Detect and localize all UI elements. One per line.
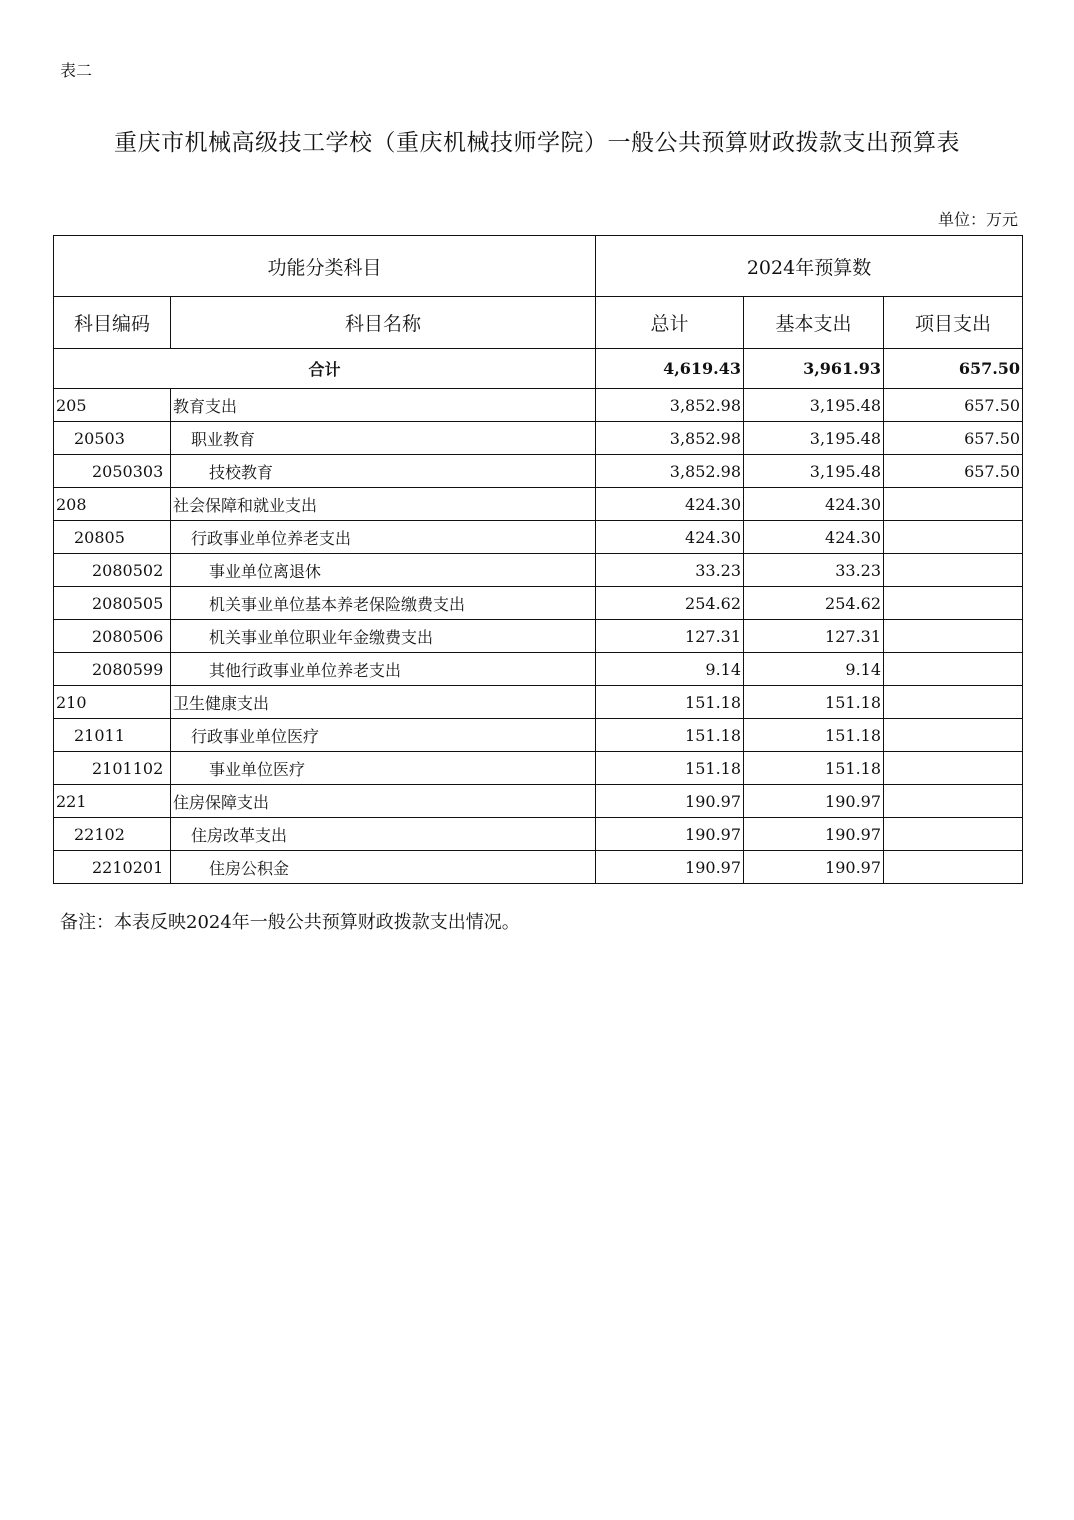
project-cell: 657.50 xyxy=(884,422,1023,455)
name-cell: 住房保障支出 xyxy=(171,785,596,818)
table-row xyxy=(54,785,1023,818)
table-row xyxy=(54,653,1023,686)
project-cell xyxy=(884,785,1023,818)
total-project: 657.50 xyxy=(884,349,1023,389)
name-cell: 事业单位离退休 xyxy=(171,554,596,587)
basic-cell: 33.23 xyxy=(744,554,884,587)
total-cell: 424.30 xyxy=(596,488,744,521)
header-budget-year: 2024年预算数 xyxy=(596,236,1023,297)
code-cell: 2080506 xyxy=(54,620,171,653)
total-cell: 151.18 xyxy=(596,752,744,785)
code-cell: 20503 xyxy=(54,422,171,455)
total-cell: 3,852.98 xyxy=(596,455,744,488)
total-cell: 424.30 xyxy=(596,521,744,554)
project-cell xyxy=(884,620,1023,653)
project-cell xyxy=(884,653,1023,686)
table-row xyxy=(54,620,1023,653)
name-cell: 机关事业单位职业年金缴费支出 xyxy=(171,620,596,653)
total-cell: 3,852.98 xyxy=(596,389,744,422)
header-project: 项目支出 xyxy=(884,297,1023,349)
table-row xyxy=(54,851,1023,884)
project-cell xyxy=(884,818,1023,851)
name-cell: 住房公积金 xyxy=(171,851,596,884)
page-title: 重庆市机械高级技工学校（重庆机械技师学院）一般公共预算财政拨款支出预算表 xyxy=(114,130,960,156)
name-cell: 技校教育 xyxy=(171,455,596,488)
name-cell: 职业教育 xyxy=(171,422,596,455)
total-basic: 3,961.93 xyxy=(744,349,884,389)
header-basic: 基本支出 xyxy=(744,297,884,349)
code-cell: 2101102 xyxy=(54,752,171,785)
code-cell: 205 xyxy=(54,389,171,422)
name-cell: 教育支出 xyxy=(171,389,596,422)
table-row xyxy=(54,752,1023,785)
total-cell: 151.18 xyxy=(596,686,744,719)
name-cell: 事业单位医疗 xyxy=(171,752,596,785)
basic-cell: 3,195.48 xyxy=(744,389,884,422)
total-cell: 254.62 xyxy=(596,587,744,620)
code-cell: 210 xyxy=(54,686,171,719)
total-label: 合计 xyxy=(54,349,596,389)
code-cell: 20805 xyxy=(54,521,171,554)
code-cell: 22102 xyxy=(54,818,171,851)
total-cell: 9.14 xyxy=(596,653,744,686)
table-row xyxy=(54,521,1023,554)
table-row xyxy=(54,818,1023,851)
unit-label: 单位：万元 xyxy=(937,210,1018,229)
total-cell: 190.97 xyxy=(596,785,744,818)
basic-cell: 190.97 xyxy=(744,818,884,851)
code-cell: 21011 xyxy=(54,719,171,752)
code-cell: 2080599 xyxy=(54,653,171,686)
total-row xyxy=(54,349,1023,389)
budget-table xyxy=(53,235,1023,884)
project-cell xyxy=(884,587,1023,620)
table-row xyxy=(54,587,1023,620)
header-name: 科目名称 xyxy=(171,297,596,349)
table-row xyxy=(54,422,1023,455)
basic-cell: 254.62 xyxy=(744,587,884,620)
table-row xyxy=(54,554,1023,587)
name-cell: 行政事业单位医疗 xyxy=(171,719,596,752)
table-row xyxy=(54,389,1023,422)
total-cell: 190.97 xyxy=(596,851,744,884)
project-cell xyxy=(884,752,1023,785)
total-cell: 3,852.98 xyxy=(596,422,744,455)
code-cell: 221 xyxy=(54,785,171,818)
code-cell: 2050303 xyxy=(54,455,171,488)
basic-cell: 151.18 xyxy=(744,686,884,719)
total-amount: 4,619.43 xyxy=(596,349,744,389)
table-row xyxy=(54,686,1023,719)
total-cell: 190.97 xyxy=(596,818,744,851)
basic-cell: 3,195.48 xyxy=(744,422,884,455)
table-number-label: 表二 xyxy=(60,61,93,80)
table-row xyxy=(54,719,1023,752)
header-total: 总计 xyxy=(596,297,744,349)
basic-cell: 9.14 xyxy=(744,653,884,686)
basic-cell: 151.18 xyxy=(744,752,884,785)
table-row xyxy=(54,488,1023,521)
project-cell xyxy=(884,719,1023,752)
total-cell: 33.23 xyxy=(596,554,744,587)
basic-cell: 3,195.48 xyxy=(744,455,884,488)
basic-cell: 424.30 xyxy=(744,488,884,521)
basic-cell: 424.30 xyxy=(744,521,884,554)
name-cell: 行政事业单位养老支出 xyxy=(171,521,596,554)
header-code: 科目编码 xyxy=(54,297,171,349)
name-cell: 其他行政事业单位养老支出 xyxy=(171,653,596,686)
total-cell: 151.18 xyxy=(596,719,744,752)
table-row xyxy=(54,455,1023,488)
project-cell: 657.50 xyxy=(884,389,1023,422)
name-cell: 机关事业单位基本养老保险缴费支出 xyxy=(171,587,596,620)
project-cell xyxy=(884,554,1023,587)
name-cell: 住房改革支出 xyxy=(171,818,596,851)
name-cell: 社会保障和就业支出 xyxy=(171,488,596,521)
header-function-category: 功能分类科目 xyxy=(54,236,596,297)
code-cell: 208 xyxy=(54,488,171,521)
code-cell: 2210201 xyxy=(54,851,171,884)
footnote: 备注：本表反映2024年一般公共预算财政拨款支出情况。 xyxy=(60,912,520,933)
project-cell: 657.50 xyxy=(884,455,1023,488)
code-cell: 2080505 xyxy=(54,587,171,620)
total-cell: 127.31 xyxy=(596,620,744,653)
basic-cell: 151.18 xyxy=(744,719,884,752)
basic-cell: 127.31 xyxy=(744,620,884,653)
name-cell: 卫生健康支出 xyxy=(171,686,596,719)
basic-cell: 190.97 xyxy=(744,851,884,884)
basic-cell: 190.97 xyxy=(744,785,884,818)
project-cell xyxy=(884,686,1023,719)
project-cell xyxy=(884,521,1023,554)
project-cell xyxy=(884,488,1023,521)
project-cell xyxy=(884,851,1023,884)
code-cell: 2080502 xyxy=(54,554,171,587)
